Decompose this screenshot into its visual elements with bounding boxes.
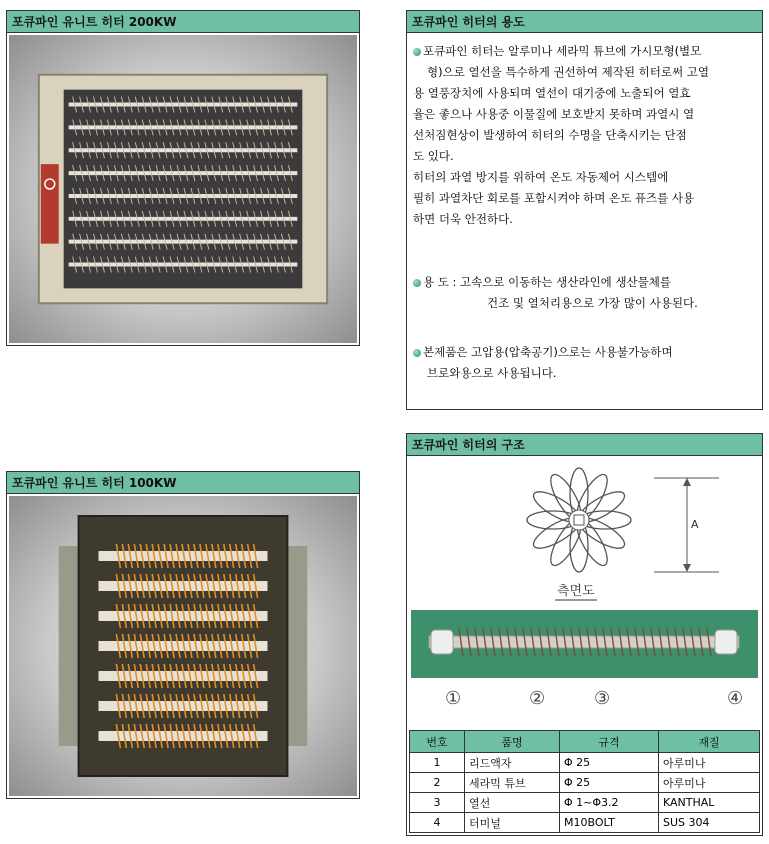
bullet-icon [413, 279, 421, 287]
usage-body [407, 33, 762, 384]
usage-paragraph-1: 포큐파인 히터는 알루미나 세라믹 튜브에 가시모형(별모 [413, 41, 756, 62]
part-marker-1: ① [445, 688, 462, 709]
usage-paragraph-3: 용 도 : 고속으로 이동하는 생산라인에 생산물체를 [413, 272, 756, 293]
side-view-label: 측면도 [557, 584, 595, 599]
heater-200kw-photo [9, 35, 357, 343]
usage-paragraph-4: 본제품은 고압용(압축공기)으로는 사용불가능하며 [413, 342, 756, 363]
usage-line: 용 열풍장치에 사용되며 열선이 대기중에 노출되어 열효 [413, 86, 691, 100]
spec-header-no: 번호 [410, 731, 465, 753]
table-row [410, 773, 760, 793]
bullet-icon [413, 48, 421, 56]
usage-line: 하면 더욱 안전하다. [413, 212, 513, 226]
usage-line: 형)으로 열선을 특수하게 권선하여 제작된 히터로써 고열 [427, 65, 709, 79]
spec-cell-no: 3 [410, 793, 465, 813]
part-marker-4: ④ [727, 688, 744, 709]
table-row [410, 753, 760, 773]
usage-line: 브로와용으로 사용됩니다. [427, 366, 557, 380]
spec-header-spec: 규격 [560, 731, 659, 753]
structure-title: 포큐파인 히터의 구조 [407, 434, 762, 456]
panel-100kw-title: 포큐파인 유니트 히터 100KW [7, 472, 359, 494]
spec-cell-spec: Φ 25 [560, 773, 659, 793]
structure-diagram [409, 460, 760, 730]
spec-cell-material: SUS 304 [659, 813, 760, 833]
spec-header-material: 재질 [659, 731, 760, 753]
usage-line: 건조 및 열처리용으로 가장 많이 사용된다. [487, 296, 698, 310]
spec-cell-no: 1 [410, 753, 465, 773]
spec-cell-material: 아루미나 [659, 753, 760, 773]
spec-cell-material: 아루미나 [659, 773, 760, 793]
spec-cell-no: 4 [410, 813, 465, 833]
spec-cell-name: 열선 [465, 793, 560, 813]
spec-cell-spec: Φ 25 [560, 753, 659, 773]
usage-line: 율은 좋으나 사용중 이물질에 보호받지 못하며 과열시 열 [413, 107, 695, 121]
structure-panel [406, 433, 763, 836]
spec-header-name: 품명 [465, 731, 560, 753]
dimension-label: A [691, 518, 699, 531]
spec-cell-no: 2 [410, 773, 465, 793]
spec-cell-spec: Φ 1~Φ3.2 [560, 793, 659, 813]
usage-line: 선처짐현상이 발생하여 히터의 수명을 단축시키는 단점 [413, 128, 687, 142]
table-row [410, 813, 760, 833]
spec-cell-material: KANTHAL [659, 793, 760, 813]
spec-cell-spec: M10BOLT [560, 813, 659, 833]
spec-cell-name: 터미널 [465, 813, 560, 833]
panel-100kw [6, 471, 360, 799]
bullet-icon [413, 349, 421, 357]
part-marker-2: ② [529, 688, 546, 709]
part-marker-3: ③ [594, 688, 611, 709]
spec-cell-name: 리드액자 [465, 753, 560, 773]
panel-200kw [6, 10, 360, 346]
table-row [410, 793, 760, 813]
usage-line: 히터의 과열 방지를 위하여 온도 자동제어 시스템에 [413, 170, 669, 184]
spec-cell-name: 세라믹 튜브 [465, 773, 560, 793]
heater-100kw-photo [9, 496, 357, 796]
panel-200kw-title: 포큐파인 유니트 히터 200KW [7, 11, 359, 33]
usage-title: 포큐파인 히터의 용도 [407, 11, 762, 33]
usage-line: 필히 과열차단 회로를 포함시켜야 하며 온도 퓨즈를 사용 [413, 191, 695, 205]
usage-panel [406, 10, 763, 410]
spec-table [409, 730, 760, 833]
usage-line: 도 있다. [413, 149, 454, 163]
